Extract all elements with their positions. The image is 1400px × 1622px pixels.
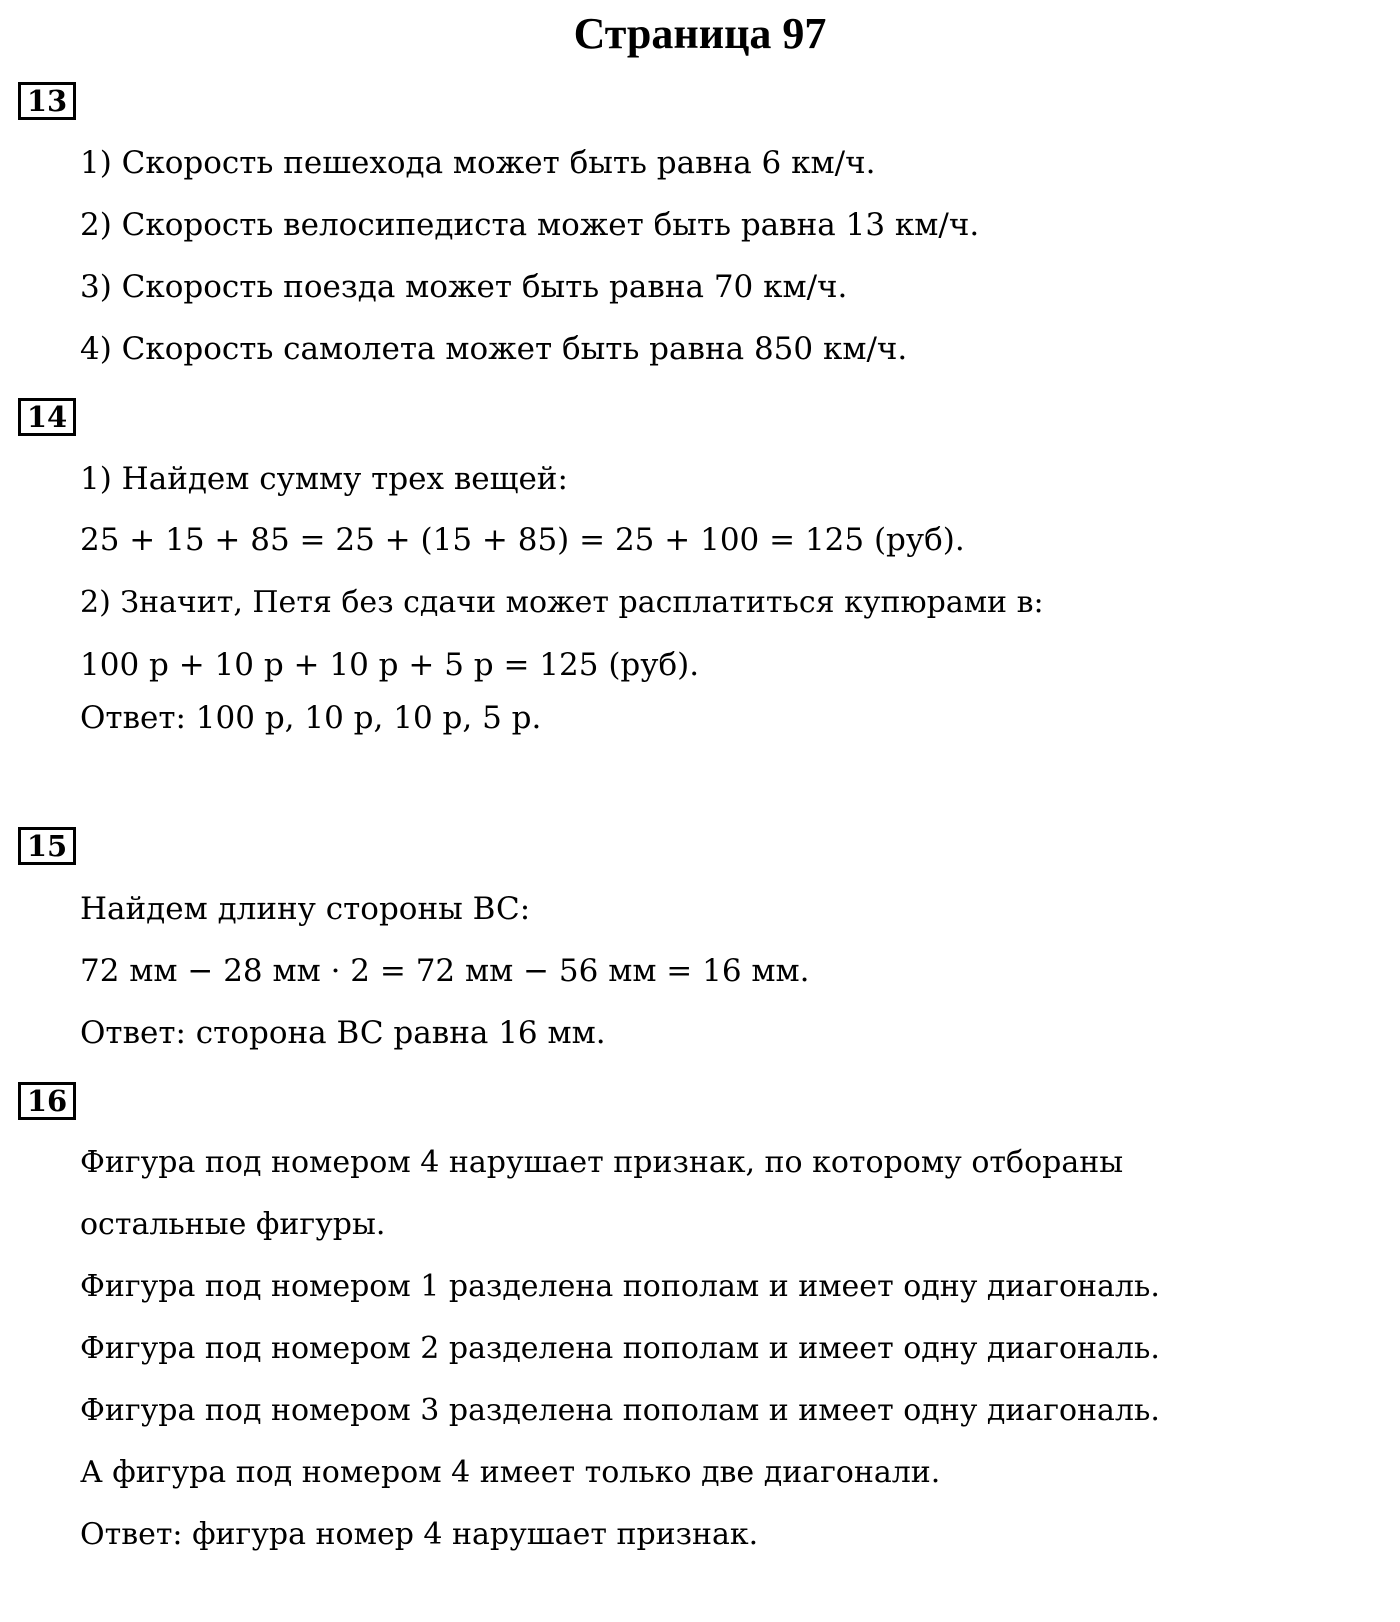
task-14-line-4: 100 р + 10 р + 10 р + 5 р = 125 (руб). xyxy=(80,647,700,683)
task-number-13: 13 xyxy=(18,82,76,120)
task-14-line-1: 1) Найдем сумму трех вещей: xyxy=(80,461,568,497)
task-16-answer: Ответ: фигура номер 4 нарушает признак. xyxy=(80,1517,759,1552)
task-16-line-5: Фигура под номером 3 разделена пополам и имеет одну диагональ. xyxy=(80,1393,1160,1428)
task-number-16: 16 xyxy=(18,1082,76,1120)
task-13-line-1: 1) Скорость пешехода может быть равна 6 км/ч. xyxy=(80,145,876,181)
task-number-14: 14 xyxy=(18,398,76,436)
task-13-line-3: 3) Скорость поезда может быть равна 70 км/ч. xyxy=(80,269,848,305)
task-13-line-2: 2) Скорость велосипедиста может быть равна 13 км/ч. xyxy=(80,207,980,243)
task-16-line-6: А фигура под номером 4 имеет только две диагонали. xyxy=(80,1455,941,1490)
task-number-15: 15 xyxy=(18,827,76,865)
task-16-line-1: Фигура под номером 4 нарушает признак, по которому отборaны xyxy=(80,1145,1124,1180)
task-16-line-3: Фигура под номером 1 разделена пополам и имеет одну диагональ. xyxy=(80,1269,1160,1304)
task-13-line-4: 4) Скорость самолета может быть равна 850 км/ч. xyxy=(80,331,908,367)
page-title: Страница 97 xyxy=(573,9,827,58)
task-14-line-3: 2) Значит, Петя без сдачи может расплатиться купюрами в: xyxy=(80,585,1044,620)
task-16-line-4: Фигура под номером 2 разделена пополам и имеет одну диагональ. xyxy=(80,1331,1160,1366)
task-15-line-1: Найдем длину стороны BC: xyxy=(80,891,531,927)
task-15-answer: Ответ: сторона BC равна 16 мм. xyxy=(80,1015,606,1051)
task-14-line-2: 25 + 15 + 85 = 25 + (15 + 85) = 25 + 100 = 125 (руб). xyxy=(80,522,965,558)
task-15-line-2: 72 мм − 28 мм · 2 = 72 мм − 56 мм = 16 мм. xyxy=(80,953,810,989)
task-16-line-2: остальные фигуры. xyxy=(80,1207,386,1242)
task-14-answer: Ответ: 100 р, 10 р, 10 р, 5 р. xyxy=(80,700,542,736)
